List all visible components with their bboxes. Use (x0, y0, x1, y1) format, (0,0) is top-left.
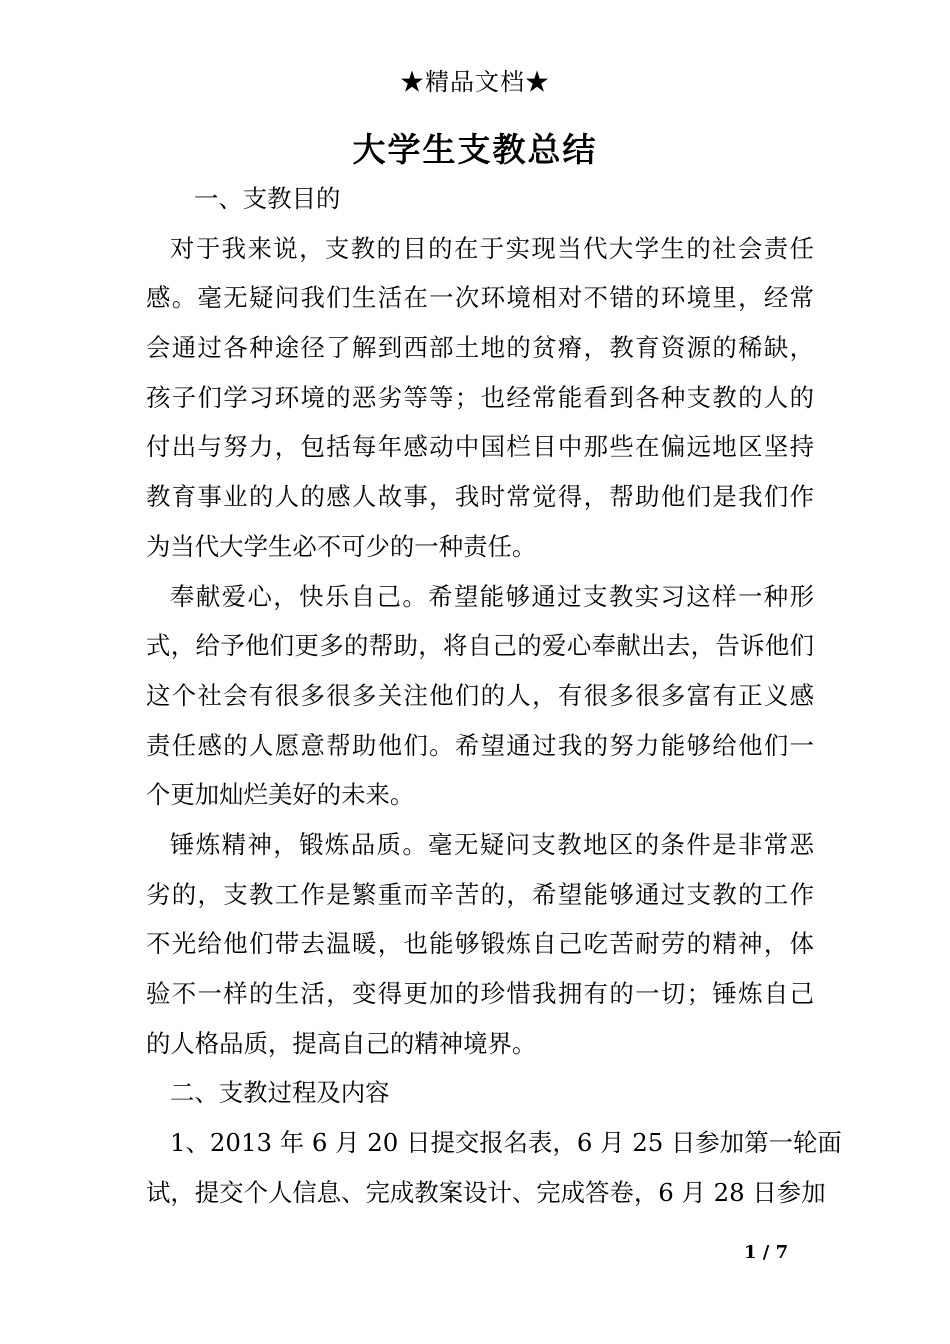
paragraph-line: 个更加灿烂美好的未来。 (146, 780, 415, 810)
paragraph-line: 锤炼精神，锻炼品质。毫无疑问支教地区的条件是非常恶 (170, 829, 814, 859)
paragraph-line: 付出与努力，包括每年感动中国栏目中那些在偏远地区坚持 (146, 432, 814, 462)
paragraph-line: 感。毫无疑问我们生活在一次环境相对不错的环境里，经常 (146, 283, 814, 313)
document-body (146, 174, 842, 1217)
paragraph-line: 试，提交个人信息、完成教案设计、完成答卷，6 月 28 日参加 (146, 1177, 826, 1207)
paragraph-line: 1、2013 年 6 月 20 日提交报名表，6 月 25 日参加第一轮面 (170, 1128, 842, 1158)
paragraph-line: 这个社会有很多很多关注他们的人，有很多很多富有正义感 (146, 680, 814, 710)
document-title: 大学生支教总结 (352, 130, 598, 169)
section-heading-purpose: 一、支教目的 (194, 184, 341, 213)
paragraph-line: 的人格品质，提高自己的精神境界。 (146, 1028, 537, 1058)
paragraph-line: 奉献爱心，快乐自己。希望能够通过支教实习这样一种形 (170, 581, 814, 611)
paragraph-line: 对于我来说，支教的目的在于实现当代大学生的社会责任 (170, 233, 814, 263)
paragraph-line: 不光给他们带去温暖，也能够锻炼自己吃苦耐劳的精神，体 (146, 929, 814, 959)
paragraph-dedication (146, 572, 814, 820)
paragraph-process-step-1 (146, 1118, 842, 1217)
paragraph-line: 孩子们学习环境的恶劣等等；也经常能看到各种支教的人的 (146, 382, 814, 412)
header-mark: ★精品文档★ (400, 68, 550, 96)
paragraph-line: 为当代大学生必不可少的一种责任。 (146, 531, 537, 561)
paragraph-tempering (146, 820, 814, 1068)
page-number: 1 / 7 (744, 1242, 789, 1263)
section-heading-process: 二、支教过程及内容 (170, 1078, 390, 1108)
paragraph-line: 劣的，支教工作是繁重而辛苦的，希望能够通过支教的工作 (146, 879, 814, 909)
paragraph-line: 验不一样的生活，变得更加的珍惜我拥有的一切；锤炼自己 (146, 979, 814, 1008)
paragraph-purpose-intro (146, 224, 814, 572)
paragraph-line: 教育事业的人的感人故事，我时常觉得，帮助他们是我们作 (146, 482, 814, 512)
paragraph-line: 会通过各种途径了解到西部土地的贫瘠，教育资源的稀缺， (146, 333, 814, 363)
paragraph-line: 式，给予他们更多的帮助，将自己的爱心奉献出去，告诉他们 (146, 631, 814, 661)
paragraph-line: 责任感的人愿意帮助他们。希望通过我的努力能够给他们一 (146, 730, 814, 760)
